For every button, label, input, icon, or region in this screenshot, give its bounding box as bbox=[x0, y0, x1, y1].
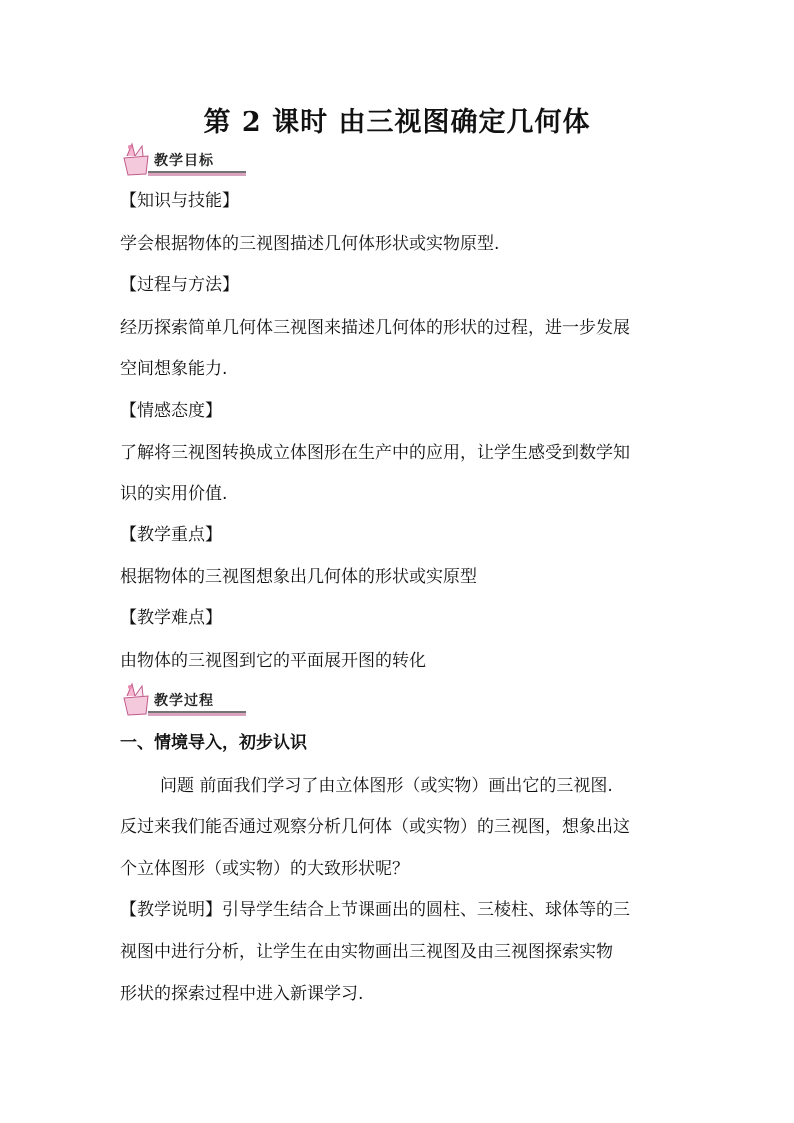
part1-heading: 一、情境导入，初步认识 bbox=[120, 733, 307, 753]
knowledge-text: 学会根据物体的三视图描述几何体形状或实物原型. bbox=[120, 234, 500, 254]
emotion-heading: 【情感态度】 bbox=[120, 401, 222, 421]
teaching-note-line-2: 视图中进行分析，让学生在由实物画出三视图及由三视图探索实物 bbox=[120, 942, 613, 962]
key-text: 根据物体的三视图想象出几何体的形状或实原型 bbox=[120, 567, 477, 587]
emotion-text-line-1: 了解将三视图转换成立体图形在生产中的应用，让学生感受到数学知 bbox=[120, 443, 630, 463]
teaching-note-line-3: 形状的探索过程中进入新课学习. bbox=[120, 984, 364, 1004]
page-title: 第 2 课时 由三视图确定几何体 bbox=[203, 107, 591, 138]
teaching-note-line-1: 【教学说明】引导学生结合上节课画出的圆柱、三棱柱、球体等的三 bbox=[120, 900, 630, 920]
problem-line-2: 反过来我们能否通过观察分析几何体（或实物）的三视图，想象出这 bbox=[120, 817, 630, 837]
problem-line-3: 个立体图形（或实物）的大致形状呢？ bbox=[120, 859, 409, 879]
process-text-line-2: 空间想象能力. bbox=[120, 359, 228, 379]
banner-label: 教学过程 bbox=[154, 693, 214, 709]
emotion-text-line-2: 识的实用价值. bbox=[120, 484, 228, 504]
process-text-line-1: 经历探索简单几何体三视图来描述几何体的形状的过程，进一步发展 bbox=[120, 318, 630, 338]
knowledge-heading: 【知识与技能】 bbox=[120, 191, 239, 211]
section-banner-process bbox=[118, 682, 248, 720]
key-heading: 【教学重点】 bbox=[120, 525, 222, 545]
problem-line-1: 问题 前面我们学习了由立体图形（或实物）画出它的三视图. bbox=[160, 776, 613, 796]
difficulty-text: 由物体的三视图到它的平面展开图的转化 bbox=[120, 651, 426, 671]
banner-label: 教学目标 bbox=[154, 153, 214, 169]
process-heading: 【过程与方法】 bbox=[120, 275, 239, 295]
section-banner-goals bbox=[118, 142, 248, 180]
difficulty-heading: 【教学难点】 bbox=[120, 608, 222, 628]
